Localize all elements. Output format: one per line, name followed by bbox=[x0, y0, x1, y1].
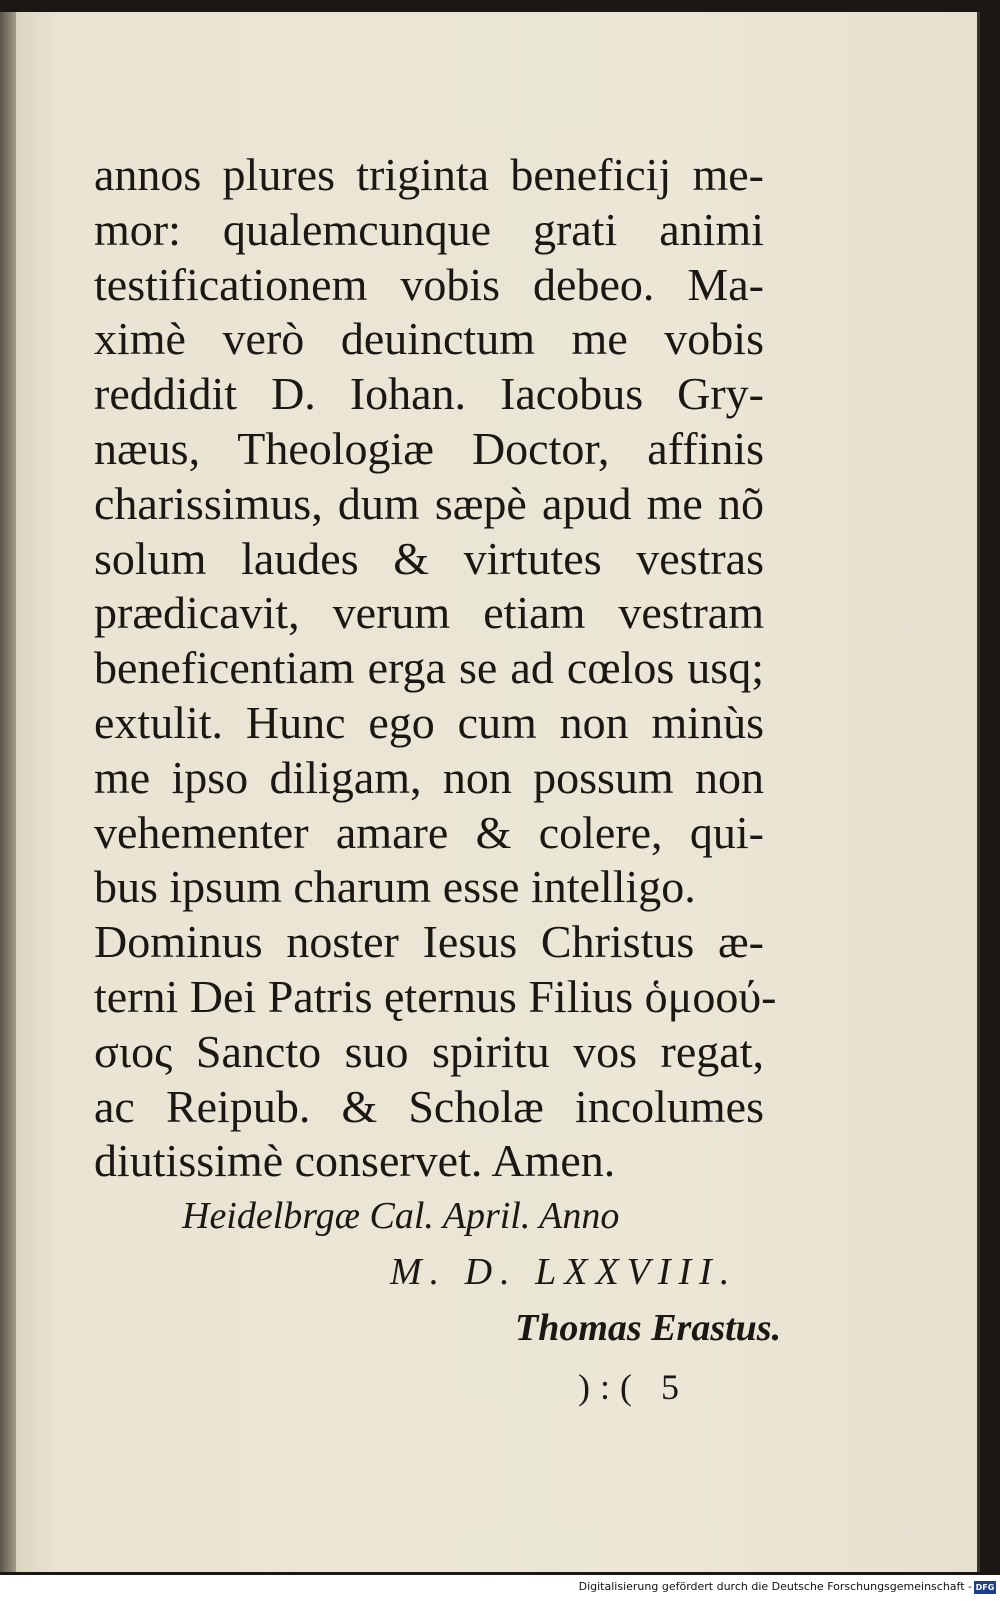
page-gutter bbox=[0, 12, 16, 1572]
text-line: ac Reipub. & Scholæ incolumes bbox=[94, 1080, 764, 1132]
text-line: prædicavit, verum etiam vestram bbox=[94, 587, 764, 639]
text-line: vehementer amare & colere, qui- bbox=[94, 806, 764, 858]
text-line: terni Dei Patris ęternus Filius ὁμοού- bbox=[94, 970, 777, 1022]
body-text bbox=[94, 148, 777, 1189]
text-line: annos plures triginta beneficij me- bbox=[94, 149, 764, 200]
text-line: extulit. Hunc ego cum non minùs bbox=[94, 696, 764, 748]
signature-mark: ):( 5 bbox=[578, 1367, 689, 1407]
text-line: næus, Theologiæ Doctor, affinis bbox=[94, 422, 764, 474]
text-line: reddidit D. Iohan. Iacobus Gry- bbox=[94, 368, 764, 420]
text-line: testificationem vobis debeo. Ma- bbox=[94, 258, 764, 310]
text-line: mor: qualemcunque grati animi bbox=[94, 203, 764, 255]
text-line: diutissimè conservet. Amen. bbox=[94, 1135, 616, 1187]
footer-bar bbox=[0, 1575, 1000, 1601]
closing-place: Heidelbrgæ Cal. April. Anno bbox=[182, 1195, 620, 1237]
signature: Thomas Erastus. bbox=[515, 1307, 782, 1349]
footer-credit: Digitalisierung gefördert durch die Deutsche Forschungsgemeinschaft - bbox=[578, 1580, 972, 1593]
text-line: σιος Sancto suo spiritu vos regat, bbox=[94, 1025, 764, 1077]
text-line: solum laudes & virtutes vestras bbox=[94, 532, 764, 584]
closing-year: M. D. LXXVIII. bbox=[390, 1251, 738, 1293]
text-line: me ipso diligam, non possum non bbox=[94, 751, 764, 803]
text-line: beneficentiam erga se ad cœlos usq; bbox=[94, 642, 764, 694]
text-line: bus ipsum charum esse intelligo. bbox=[94, 861, 696, 913]
dfg-logo-icon: DFG bbox=[975, 1583, 995, 1592]
text-line: Dominus noster Iesus Christus æ- bbox=[94, 916, 764, 968]
text-line: ximè verò deuinctum me vobis bbox=[94, 313, 764, 365]
text-line: charissimus, dum sæpè apud me nõ bbox=[94, 477, 764, 529]
